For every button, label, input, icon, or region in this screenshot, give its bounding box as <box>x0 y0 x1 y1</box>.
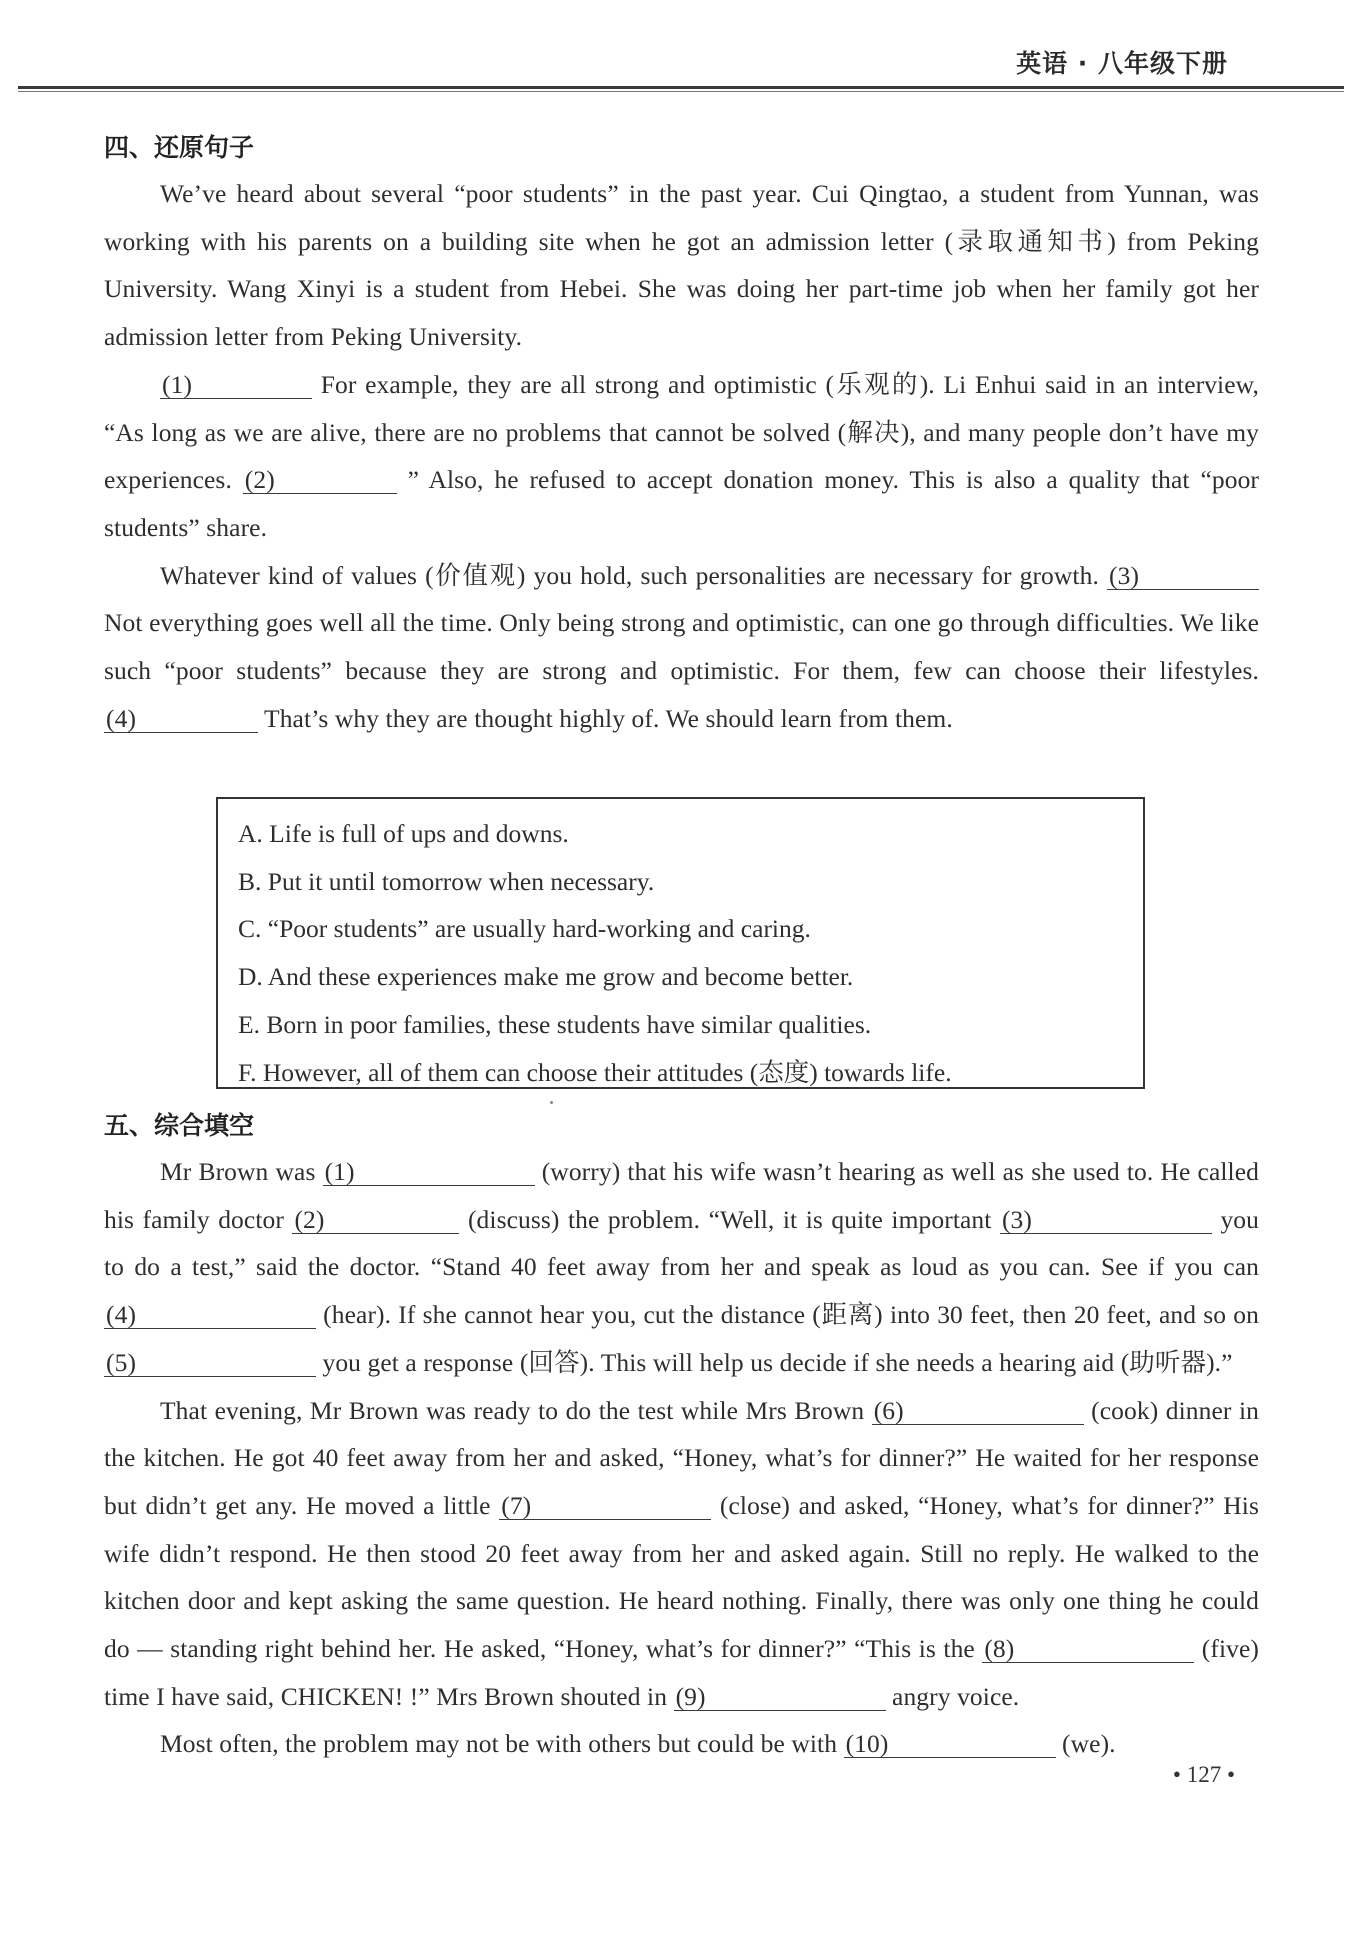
answer-blank-1[interactable]: (1) <box>323 1159 535 1186</box>
passage-paragraph-1: We’ve heard about several “poor students” in the past year. Cui Qingtao, a student from Yunnan, was working with his parents on a building site when he got an admission letter (录取通知书) from Peking University. Wang Xinyi is a student from Hebei. She was doing her part-time job when her family got her admission letter from Peking University. <box>104 179 1259 352</box>
passage-paragraph-2: (1) For example, they are all strong and optimistic (乐观的). Li Enhui said in an interview, “As long as we are alive, there are no problems that cannot be solved (解决), and many people don’t have my experiences. (2) ” Also, he refused to accept donation money. This is also a quality that “poor students” share. <box>104 369 1260 542</box>
passage-paragraph-3: Most often, the problem may not be with others but could be with (10) (we). <box>160 1729 1116 1759</box>
answer-blank-4[interactable]: (4) <box>104 706 258 733</box>
section-heading: 五、综合填空 <box>104 1111 255 1140</box>
section-comprehensive-fill <box>104 1104 1259 1768</box>
answer-blank-7[interactable]: (7) <box>499 1493 711 1520</box>
answer-blank-4[interactable]: (4) <box>104 1302 316 1329</box>
answer-blank-3[interactable]: (3) <box>1000 1207 1212 1234</box>
answer-blank-9[interactable]: (9) <box>674 1684 886 1711</box>
answer-blank-8[interactable]: (8) <box>982 1636 1194 1663</box>
header-rule <box>18 86 1344 89</box>
option-d: D. And these experiences make me grow and become better. <box>238 962 854 992</box>
answer-blank-2[interactable]: (2) <box>292 1207 459 1234</box>
options-box <box>216 797 1145 1089</box>
section-restore-sentences <box>104 126 1259 742</box>
answer-blank-6[interactable]: (6) <box>872 1398 1084 1425</box>
section-heading: 四、还原句子 <box>104 133 255 162</box>
option-b: B. Put it until tomorrow when necessary. <box>238 866 655 896</box>
option-f: F. However, all of them can choose their attitudes (态度) towards life. <box>238 1057 952 1087</box>
passage-paragraph-2: That evening, Mr Brown was ready to do the test while Mrs Brown (6) (cook) dinner in the kitchen. He got 40 feet away from her and asked, “Honey, what’s for dinner?” He waited for her response but didn’t get any. He moved a little (7) (close) and asked, “Honey, what’s for dinner?” His wife didn’t respond. He then stood 20 feet away from her and asked again. Still no reply. He walked to the kitchen door and kept asking the same question. He heard nothing. Finally, there was only one thing he could do — standing right behind her. He asked, “Honey, what’s for dinner?” “This is the (8) (five) time I have said, CHICKEN! !” Mrs Brown shouted in (9) angry voice. <box>104 1395 1260 1711</box>
page-number: • 127 • <box>1172 1762 1235 1787</box>
option-c: C. “Poor students” are usually hard-working and caring. <box>238 914 811 944</box>
answer-blank-10[interactable]: (10) <box>844 1731 1056 1758</box>
answer-blank-2[interactable]: (2) <box>243 467 397 494</box>
header-rule-thin <box>18 91 1344 92</box>
option-a: A. Life is full of ups and downs. <box>238 819 569 848</box>
answer-blank-5[interactable]: (5) <box>104 1350 316 1377</box>
answer-blank-3[interactable]: (3) <box>1107 563 1259 590</box>
answer-blank-1[interactable]: (1) <box>160 372 312 399</box>
passage-paragraph-1: Mr Brown was (1) (worry) that his wife wasn’t hearing as well as she used to. He called his family doctor (2) (discuss) the problem. “Well, it is quite important (3) you to do a test,” said the doctor. “Stand 40 feet away from her and speak as loud as you can. See if you can (4) (hear). If she cannot hear you, cut the distance (距离) into 30 feet, then 20 feet, and so on (5) you get a response (回答). This will help us decide if she needs a hearing aid (助听器).” <box>104 1157 1259 1377</box>
option-e: E. Born in poor families, these students have similar qualities. <box>238 1009 872 1039</box>
book-title-header: 英语 · 八年级下册 <box>1016 49 1228 78</box>
passage-paragraph-3: Whatever kind of values (价值观) you hold, such personalities are necessary for growth. (3) Not everything goes well all the time. Only being strong and optimistic, can one go through difficulties. We like such “poor students” because they are strong and optimistic. For them, few can choose their lifestyles. (4) That’s why they are thought highly of. We should learn from them. <box>104 560 1259 733</box>
